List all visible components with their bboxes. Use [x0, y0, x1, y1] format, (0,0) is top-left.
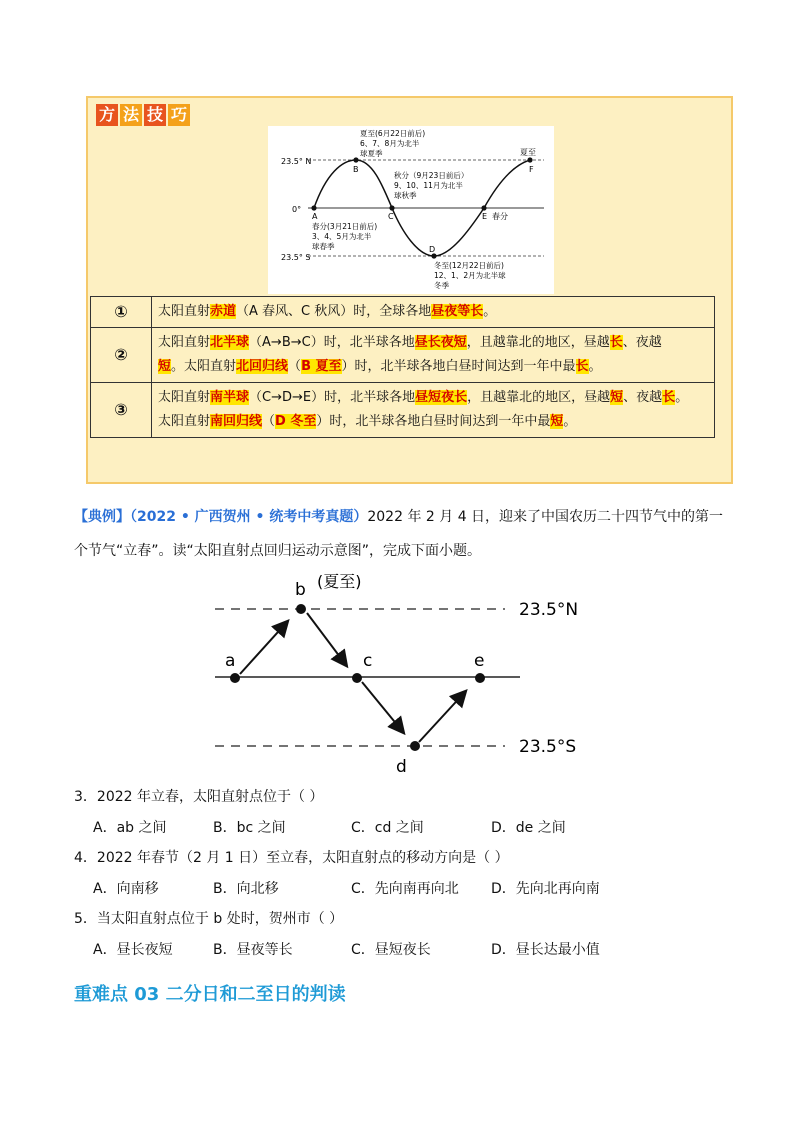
text-segment: （C→D→E）时，北半球各地	[249, 390, 416, 405]
row-text	[152, 297, 715, 328]
row-line	[158, 410, 708, 434]
option: A．ab 之间	[93, 820, 167, 836]
point-b	[353, 157, 358, 162]
point-b	[296, 604, 306, 614]
example-source: （2022 • 广西贺州 • 统考中考真题）	[130, 509, 368, 525]
point-f-note: 夏至	[520, 148, 536, 157]
point-e-label: e	[474, 651, 485, 671]
label-c-line: 秋分（9月23日前后）	[394, 171, 469, 180]
solar-orbit-diagram	[268, 126, 554, 294]
example-text: 2022 年 2 月 4 日，迎来了中国农历二十四节气中的第一个节气“立春”。读“太阳直射点回归运动示意图”，完成下面小题。	[74, 509, 724, 559]
text-segment: 太阳直射	[158, 304, 211, 319]
text-segment: 、夜越	[622, 335, 662, 350]
tips-row	[91, 297, 715, 328]
highlight-text: 长	[609, 335, 623, 350]
option: B．向北移	[213, 881, 279, 897]
option: D．de 之间	[491, 820, 566, 836]
highlight-text: 短	[158, 359, 172, 374]
text-segment: 。	[483, 304, 497, 319]
tips-table	[90, 296, 715, 438]
text-segment: （A 春风、C 秋风）时，全球各地	[236, 304, 432, 319]
highlight-text: 昼短夜长	[415, 390, 468, 405]
subsolar-point-diagram	[205, 570, 605, 780]
label-b-line: 夏至(6月22日前后)	[360, 129, 426, 138]
row-line	[158, 386, 708, 410]
section-heading: 重难点 03 二分日和二至日的判读	[74, 984, 346, 1005]
option: C．cd 之间	[351, 820, 424, 836]
point-a	[311, 205, 316, 210]
lat-north-label: 23.5°N	[519, 600, 579, 620]
text-segment: 太阳直射	[158, 335, 211, 350]
lat-south-label: 23.5°S	[519, 737, 577, 757]
method-tips-box	[86, 96, 733, 484]
summer-solstice-label: (夏至)	[317, 572, 362, 591]
option: A．昼长夜短	[93, 942, 173, 958]
point-a	[230, 673, 240, 683]
tips-row	[91, 328, 715, 383]
text-segment: 。	[675, 390, 689, 405]
lat-equator-label: 0°	[292, 205, 302, 214]
point-e-note: 春分	[492, 212, 508, 221]
label-a-line: 球春季	[312, 242, 335, 251]
option: B．bc 之间	[213, 820, 286, 836]
highlight-text: 南回归线	[210, 414, 263, 429]
label-c-line: 球秋季	[394, 191, 417, 200]
row-text	[152, 328, 715, 383]
lat-north-label: 23.5° N	[281, 157, 312, 166]
text-segment: 、夜越	[623, 390, 663, 405]
highlight-text: 昼夜等长	[431, 304, 484, 319]
question-4-stem: 4．2022 年春节（2 月 1 日）至立春，太阳直射点的移动方向是（ ）	[74, 850, 509, 866]
highlight-text: 昼长夜短	[414, 335, 467, 350]
question-5-stem: 5．当太阳直射点位于 b 处时，贺州市（ ）	[74, 911, 344, 927]
point-f	[527, 157, 532, 162]
text-segment: （A→B→C）时，北半球各地	[249, 335, 415, 350]
highlight-text: 长	[575, 359, 589, 374]
text-segment: 太阳直射	[158, 414, 211, 429]
label-d-line: 冬至(12月22日前后)	[434, 261, 504, 270]
highlight-text: 长	[662, 390, 676, 405]
text-segment: （	[288, 359, 302, 374]
point-e	[475, 673, 485, 683]
text-segment: ）时，北半球各地白昼时间达到一年中最	[341, 359, 576, 374]
highlight-text: B 夏至	[301, 359, 342, 374]
label-a-line: 春分(3月21日前后)	[312, 222, 378, 231]
text-segment: ）时，北半球各地白昼时间达到一年中最	[316, 414, 551, 429]
point-b-label: b	[295, 580, 306, 600]
row-text	[152, 383, 715, 438]
point-c-label: c	[363, 651, 373, 671]
option: B．昼夜等长	[213, 942, 293, 958]
point-d	[431, 253, 436, 258]
badge-char: 法	[120, 104, 142, 126]
point-c-label: C	[388, 212, 394, 221]
label-a-line: 3、4、5月为北半	[312, 232, 372, 241]
point-b-label: B	[353, 165, 359, 174]
row-line	[158, 331, 708, 355]
text-segment: 。	[563, 414, 577, 429]
label-b-line: 球夏季	[360, 149, 383, 158]
highlight-text: D 冬至	[275, 414, 317, 429]
badge-char: 方	[96, 104, 118, 126]
row-number: ③	[91, 383, 152, 438]
highlight-text: 北回归线	[236, 359, 289, 374]
point-d	[410, 741, 420, 751]
text-segment: ，且越靠北的地区，昼越	[466, 335, 610, 350]
method-tips-badge	[96, 104, 190, 126]
label-c-line: 9、10、11月为北半	[394, 181, 463, 190]
row-line	[158, 355, 708, 379]
label-d-line: 12、1、2月为北半球	[434, 271, 506, 280]
highlight-text: 赤道	[210, 304, 237, 319]
point-a-label: a	[225, 651, 236, 671]
point-c	[389, 205, 394, 210]
point-d-label: D	[429, 245, 436, 254]
highlight-text: 短	[610, 390, 624, 405]
label-d-line: 冬季	[434, 281, 449, 290]
row-number: ②	[91, 328, 152, 383]
point-a-label: A	[312, 212, 318, 221]
option: C．昼短夜长	[351, 942, 431, 958]
point-c	[352, 673, 362, 683]
point-e-label: E	[482, 212, 488, 221]
text-segment: ，且越靠北的地区，昼越	[467, 390, 611, 405]
option: C．先向南再向北	[351, 881, 459, 897]
highlight-text: 南半球	[210, 390, 250, 405]
question-3-stem: 3．2022 年立春，太阳直射点位于（ ）	[74, 789, 324, 805]
highlight-text: 北半球	[210, 335, 250, 350]
row-number: ①	[91, 297, 152, 328]
option: D．先向北再向南	[491, 881, 600, 897]
highlight-text: 短	[550, 414, 564, 429]
example-paragraph	[74, 500, 734, 568]
point-e	[481, 205, 486, 210]
example-tag: 【典例】	[74, 509, 130, 525]
badge-char: 技	[144, 104, 166, 126]
text-segment: 。	[588, 359, 602, 374]
tips-row	[91, 383, 715, 438]
row-line	[158, 300, 708, 324]
text-segment: （	[262, 414, 276, 429]
option: D．昼长达最小值	[491, 942, 600, 958]
option: A．向南移	[93, 881, 159, 897]
text-segment: 。太阳直射	[171, 359, 237, 374]
label-b-line: 6、7、8月为北半	[360, 139, 420, 148]
text-segment: 太阳直射	[158, 390, 211, 405]
point-f-label: F	[529, 165, 534, 174]
lat-south-label: 23.5° S	[281, 253, 311, 262]
badge-char: 巧	[168, 104, 190, 126]
point-d-label: d	[396, 757, 407, 777]
